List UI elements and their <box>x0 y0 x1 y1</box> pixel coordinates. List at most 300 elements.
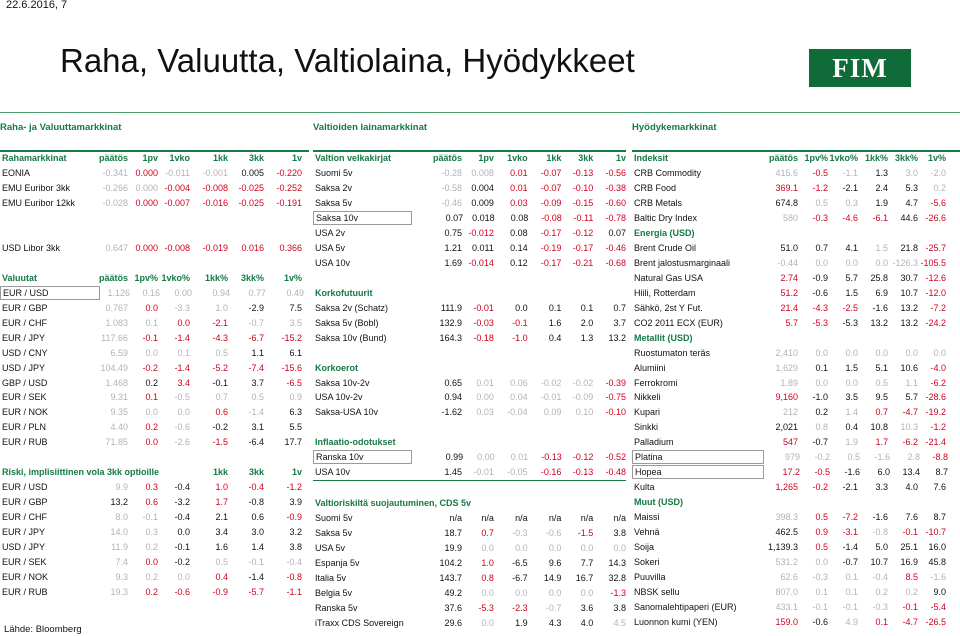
row-label: Saksa 5v <box>315 198 353 209</box>
value-cell: 1v <box>291 467 302 478</box>
value-cell: 13.2 <box>870 317 888 328</box>
value-cell: 0.77 <box>248 287 266 298</box>
value-cell: -24.2 <box>925 317 946 328</box>
value-cell: 0.5 <box>251 392 264 403</box>
table-row <box>632 375 960 390</box>
table-row <box>313 256 626 271</box>
value-cell: 51.2 <box>780 287 798 298</box>
value-cell: -0.016 <box>202 198 228 209</box>
row-label: Espanja 5v <box>315 557 360 568</box>
value-cell: -8.8 <box>932 452 948 463</box>
value-cell: 0.0 <box>177 571 190 582</box>
value-cell: -0.8 <box>872 526 888 537</box>
value-cell: 0.01 <box>476 377 494 388</box>
value-cell: -0.028 <box>102 198 128 209</box>
row-label: Saksa 2v (Schatz) <box>315 302 389 313</box>
value-cell: -0.68 <box>605 258 627 269</box>
row-label: Valtion velkakirjat <box>315 153 392 164</box>
value-cell: -0.8 <box>248 497 264 508</box>
row-label: Rahamarkkinat <box>2 153 67 164</box>
value-cell: -126.3 <box>892 258 918 269</box>
value-cell: 3.5 <box>289 317 302 328</box>
value-cell: -0.01 <box>540 392 562 403</box>
row-label: USD / CNY <box>2 347 48 358</box>
value-cell: 16.9 <box>900 556 918 567</box>
value-cell: 3kk <box>578 153 594 164</box>
value-cell: 0.4 <box>845 422 858 433</box>
spacer-row <box>0 226 309 241</box>
row-label: CRB Commodity <box>634 168 702 179</box>
value-cell: 6.0 <box>877 467 890 478</box>
value-cell: 0.00 <box>174 287 192 298</box>
value-cell: -0.2 <box>814 452 830 463</box>
row-label: EUR / SEK <box>2 392 47 403</box>
row-label: Brent jalostusmarginaali <box>634 258 731 269</box>
row-label: USA 10v-2v <box>315 392 363 403</box>
value-cell: 580 <box>782 213 798 224</box>
value-cell: 1,265 <box>775 482 798 493</box>
value-cell: 0.0 <box>875 347 888 358</box>
value-cell: 17.7 <box>284 437 302 448</box>
value-cell: 104.49 <box>100 362 128 373</box>
table-row <box>632 285 960 300</box>
value-cell: 14.3 <box>608 557 627 568</box>
value-cell: 9.6 <box>548 557 562 568</box>
value-cell: 2.1 <box>215 511 228 522</box>
value-cell: -0.21 <box>572 258 594 269</box>
row-label: Saksa 2v <box>315 183 353 194</box>
page-title: Raha, Valuutta, Valtiolaina, Hyödykkeet <box>60 42 635 79</box>
value-cell: 1.9 <box>875 198 888 209</box>
table-row <box>0 524 309 539</box>
value-cell: -0.6 <box>174 586 190 597</box>
table-row <box>0 360 309 375</box>
value-cell: -0.03 <box>473 317 494 328</box>
value-cell: 5.0 <box>875 541 888 552</box>
row-label: EUR / RUB <box>2 586 48 597</box>
value-cell: 0.1 <box>875 616 888 627</box>
table-row <box>313 585 626 600</box>
value-cell: 1vko <box>169 153 190 164</box>
value-cell: 0.14 <box>510 243 528 254</box>
value-cell: -0.1 <box>174 541 190 552</box>
row-label: GBP / USD <box>2 377 48 388</box>
spacer-row <box>313 481 626 496</box>
value-cell: 0.75 <box>444 228 463 239</box>
row-label: EUR / PLN <box>2 422 47 433</box>
value-cell: 1kk <box>546 153 562 164</box>
table-row <box>313 540 626 555</box>
value-cell: -1.5 <box>212 437 228 448</box>
value-cell: -0.10 <box>572 183 594 194</box>
value-cell: -7.2 <box>930 302 946 313</box>
table-row <box>313 226 626 241</box>
value-cell: 0.2 <box>905 586 918 597</box>
row-label: Saksa 5v (Bobl) <box>315 317 379 328</box>
value-cell: 3.5 <box>845 392 858 403</box>
value-cell: -0.6 <box>174 422 190 433</box>
value-cell: -6.5 <box>286 377 302 388</box>
row-label: Sanomalehtipaperi (EUR) <box>634 601 737 612</box>
value-cell: -2.1 <box>842 482 858 493</box>
value-cell: -0.07 <box>540 168 562 179</box>
value-cell: -2.6 <box>174 437 190 448</box>
row-label: Sokeri <box>634 556 660 567</box>
value-cell: 0.0 <box>515 302 528 313</box>
spacer-row <box>313 345 626 360</box>
value-cell: -0.7 <box>248 317 264 328</box>
value-cell: -0.3 <box>812 213 828 224</box>
value-cell: 16.0 <box>928 541 946 552</box>
row-label: Riski, implisiittinen vola 3kk optioille <box>2 467 160 478</box>
value-cell: -1.0 <box>512 332 528 343</box>
value-cell: -5.4 <box>930 601 946 612</box>
value-cell: 0.8 <box>481 572 494 583</box>
value-cell: -0.1 <box>142 511 158 522</box>
value-cell: -0.341 <box>102 168 128 179</box>
value-cell: -7.4 <box>248 362 264 373</box>
value-cell: 0.1 <box>145 317 158 328</box>
value-cell: n/a <box>449 512 463 523</box>
row-label: Valtioriskiltä suojautuminen, CDS 5v <box>315 498 472 509</box>
row-label: Energia (USD) <box>634 228 695 239</box>
value-cell: 3.9 <box>289 497 302 508</box>
value-cell: -0.7 <box>842 556 858 567</box>
value-cell: 0.8 <box>815 422 828 433</box>
table-row <box>0 390 309 405</box>
value-cell: 1.7 <box>875 437 888 448</box>
value-cell: 0.0 <box>145 407 158 418</box>
row-label: Saksa-USA 10v <box>315 407 379 418</box>
value-cell: 1v <box>291 153 302 164</box>
table-row <box>313 166 626 181</box>
value-cell: 9.31 <box>110 392 128 403</box>
value-cell: 1.468 <box>105 377 128 388</box>
value-cell: -10.7 <box>925 526 946 537</box>
value-cell: 1.083 <box>105 317 128 328</box>
value-cell: -0.2 <box>212 422 228 433</box>
spacer-row <box>313 271 626 286</box>
value-cell: 14.0 <box>110 526 128 537</box>
value-cell: 0.0 <box>515 587 528 598</box>
value-cell: -2.3 <box>512 602 528 613</box>
value-cell: -0.05 <box>507 467 528 478</box>
value-cell: 0.07 <box>445 213 464 224</box>
row-label: EMU Euribor 12kk <box>2 198 76 209</box>
value-cell: -0.011 <box>165 168 190 179</box>
value-cell: -1.6 <box>930 571 946 582</box>
value-cell: -0.9 <box>212 586 228 597</box>
value-cell: 3.6 <box>580 602 594 613</box>
row-label: USA 5v <box>315 243 346 254</box>
row-label: Belgia 5v <box>315 587 353 598</box>
table-row <box>632 211 960 226</box>
value-cell: 6.3 <box>289 407 302 418</box>
value-cell: 7.5 <box>289 302 302 313</box>
value-cell: 0.5 <box>815 198 828 209</box>
table-row <box>0 554 309 569</box>
table-header-row <box>0 465 309 480</box>
value-cell: -0.019 <box>202 243 228 254</box>
value-cell: 3.8 <box>613 527 627 538</box>
value-cell: 3kk% <box>240 272 264 283</box>
value-cell: -0.5 <box>812 168 828 179</box>
value-cell: 1.3 <box>580 332 594 343</box>
value-cell: 8.5 <box>905 571 918 582</box>
value-cell: 1.6 <box>215 541 228 552</box>
row-label: Suomi 5v <box>315 168 353 179</box>
table-row <box>632 300 960 315</box>
value-cell: -0.4 <box>286 556 302 567</box>
value-cell: 1v% <box>283 272 302 283</box>
value-cell: 0.4 <box>548 332 562 343</box>
value-cell: -3.1 <box>842 526 858 537</box>
value-cell: -1.4 <box>174 332 190 343</box>
row-label: Saksa 10v-2v <box>315 377 370 388</box>
value-cell: 2.8 <box>907 452 920 463</box>
value-cell: -6.1 <box>872 213 888 224</box>
value-cell: 44.6 <box>900 213 918 224</box>
value-cell: 1pv% <box>804 153 828 164</box>
table-row <box>0 405 309 420</box>
value-cell: -1.2 <box>930 422 946 433</box>
column-title: Raha- ja Valuuttamarkkinat <box>0 122 122 133</box>
value-cell: 212 <box>782 407 798 418</box>
value-cell: 0.0 <box>177 407 190 418</box>
value-cell: -0.3 <box>812 571 828 582</box>
value-cell: 369.1 <box>775 183 798 194</box>
value-cell: 0.009 <box>471 198 494 209</box>
value-cell: 4.0 <box>580 617 594 628</box>
value-cell: 1.0 <box>215 482 228 493</box>
value-cell: 0.7 <box>215 392 228 403</box>
value-cell: -0.09 <box>572 392 594 403</box>
row-label: Maissi <box>634 511 660 522</box>
value-cell: -0.266 <box>102 183 128 194</box>
value-cell: 0.0 <box>815 347 828 358</box>
table-row <box>0 480 309 495</box>
table-row <box>632 599 960 614</box>
value-cell: 7.7 <box>580 557 594 568</box>
section-header-row <box>632 226 960 241</box>
table-row <box>632 241 960 256</box>
value-cell: 0.000 <box>135 198 158 209</box>
value-cell: -0.2 <box>812 482 828 493</box>
value-cell: n/a <box>481 512 494 523</box>
spacer-row <box>0 256 309 271</box>
table-row <box>0 285 309 300</box>
value-cell: 3.4 <box>215 526 228 537</box>
section-header-row <box>313 285 626 300</box>
value-cell: -0.58 <box>441 183 463 194</box>
value-cell: -0.012 <box>468 228 494 239</box>
value-cell: 10.8 <box>870 422 888 433</box>
value-cell: 0.03 <box>510 198 528 209</box>
value-cell: -4.3 <box>812 302 828 313</box>
value-cell: -1.2 <box>286 482 302 493</box>
value-cell: 8.0 <box>115 511 128 522</box>
row-label: Kulta <box>634 482 655 493</box>
row-label: CRB Food <box>634 183 677 194</box>
value-cell: -0.008 <box>164 243 190 254</box>
row-label: Ferrokromi <box>634 377 678 388</box>
value-cell: 807.0 <box>775 586 798 597</box>
value-cell: -0.9 <box>812 272 828 283</box>
value-cell: 0.94 <box>444 392 463 403</box>
value-cell: -105.5 <box>920 258 946 269</box>
value-cell: -6.5 <box>512 557 528 568</box>
table-row <box>632 271 960 286</box>
value-cell: -5.2 <box>212 362 228 373</box>
table-row <box>313 196 626 211</box>
value-cell: -0.191 <box>276 198 302 209</box>
value-cell: 0.0 <box>177 526 190 537</box>
value-cell: 1vko% <box>161 272 190 283</box>
table-row <box>632 345 960 360</box>
value-cell: 0.7 <box>481 527 494 538</box>
value-cell: -0.02 <box>572 377 594 388</box>
value-cell: 1kk% <box>864 153 888 164</box>
value-cell: 0.0 <box>905 347 918 358</box>
row-label: Korkoerot <box>315 362 359 373</box>
value-cell: 0.16 <box>142 287 160 298</box>
table-row <box>632 315 960 330</box>
value-cell: -1.3 <box>610 587 627 598</box>
value-cell: 4.5 <box>613 617 627 628</box>
value-cell: 0.647 <box>105 243 128 254</box>
value-cell: -1.6 <box>844 467 860 478</box>
value-cell: 2,021 <box>775 422 798 433</box>
value-cell: 3.8 <box>613 602 627 613</box>
value-cell: -0.10 <box>605 407 627 418</box>
value-cell: -21.4 <box>925 437 946 448</box>
value-cell: 3.3 <box>875 482 888 493</box>
value-cell: 10.6 <box>900 362 918 373</box>
value-cell: 8.7 <box>935 467 948 478</box>
value-cell: 21.8 <box>900 243 918 254</box>
value-cell: -0.15 <box>572 198 594 209</box>
row-label: Korkofutuurit <box>315 287 373 298</box>
row-label: Suomi 5v <box>315 512 353 523</box>
value-cell: 0.0 <box>481 542 494 553</box>
value-cell: 1.1 <box>251 347 264 358</box>
value-cell: 4.3 <box>548 617 562 628</box>
row-label: Soija <box>634 541 655 552</box>
value-cell: 0.0 <box>580 587 594 598</box>
value-cell: 71.85 <box>105 437 128 448</box>
value-cell: -0.9 <box>286 511 302 522</box>
table-row <box>313 511 626 526</box>
value-cell: -0.01 <box>473 467 494 478</box>
value-cell: -0.4 <box>248 482 264 493</box>
value-cell: 1.126 <box>107 287 130 298</box>
value-cell: -0.09 <box>540 198 562 209</box>
value-cell: 0.7 <box>613 302 627 313</box>
value-cell: 0.0 <box>145 437 158 448</box>
value-cell: -0.46 <box>441 198 463 209</box>
spacer-row <box>313 420 626 435</box>
value-cell: 0.2 <box>145 571 158 582</box>
value-cell: 1.5 <box>845 287 858 298</box>
value-cell: 3.0 <box>905 168 918 179</box>
value-cell: 1.45 <box>444 467 463 478</box>
value-cell: 1pv <box>478 153 494 164</box>
value-cell: 0.12 <box>510 258 528 269</box>
value-cell: 51.0 <box>780 243 798 254</box>
value-cell: 0.1 <box>845 571 858 582</box>
value-cell: 0.0 <box>845 377 858 388</box>
money-fx-table <box>0 151 309 599</box>
value-cell: -0.252 <box>276 183 302 194</box>
value-cell: 0.0 <box>875 258 888 269</box>
row-label: EUR / NOK <box>2 407 49 418</box>
value-cell: -0.78 <box>605 213 626 224</box>
value-cell: 1.3 <box>875 168 888 179</box>
value-cell: 0.99 <box>445 452 464 463</box>
value-cell: 4.7 <box>905 198 918 209</box>
value-cell: 2,410 <box>775 347 798 358</box>
table-row <box>632 420 960 435</box>
value-cell: 21.4 <box>780 302 798 313</box>
value-cell: -0.17 <box>540 228 562 239</box>
row-label: Ruostumaton teräs <box>634 347 711 358</box>
value-cell: -19.2 <box>925 407 946 418</box>
value-cell: 0.005 <box>241 168 264 179</box>
row-label: Nikkeli <box>634 392 661 403</box>
value-cell: 1pv% <box>134 272 158 283</box>
value-cell: 1.0 <box>481 557 494 568</box>
table-row <box>0 196 309 211</box>
value-cell: 5.7 <box>845 272 858 283</box>
row-label: EUR / GBP <box>2 497 48 508</box>
table-row <box>632 510 960 525</box>
report-date: 22.6.2016, 7 <box>6 0 68 11</box>
row-label: EUR / RUB <box>2 437 48 448</box>
table-row <box>632 181 960 196</box>
value-cell: 10.7 <box>900 287 918 298</box>
value-cell: -5.6 <box>930 198 946 209</box>
row-label: Saksa 10v (Bund) <box>315 332 387 343</box>
value-cell: -0.19 <box>540 243 562 254</box>
table-row <box>0 539 309 554</box>
row-label: Inflaatio-odotukset <box>315 437 396 448</box>
value-cell: 0.0 <box>145 556 158 567</box>
value-cell: -0.1 <box>212 377 228 388</box>
value-cell: 0.7 <box>875 407 888 418</box>
value-cell: 0.0 <box>815 556 828 567</box>
table-row <box>313 181 626 196</box>
value-cell: 0.016 <box>241 243 264 254</box>
table-row <box>632 465 960 480</box>
value-cell: -1.4 <box>842 541 858 552</box>
value-cell: -28.6 <box>925 392 946 403</box>
value-cell: -2.1 <box>842 183 858 194</box>
value-cell: -0.48 <box>605 467 627 478</box>
row-label: EUR / USD <box>0 286 100 300</box>
table-row <box>313 241 626 256</box>
value-cell: 30.7 <box>900 272 918 283</box>
value-cell: -3.3 <box>174 302 190 313</box>
value-cell: 0.10 <box>575 407 594 418</box>
value-cell: 3kk% <box>894 153 918 164</box>
value-cell: -0.75 <box>605 392 627 403</box>
row-label: EMU Euribor 3kk <box>2 183 71 194</box>
table-row <box>0 435 309 450</box>
value-cell: -0.13 <box>572 467 594 478</box>
table-row <box>313 555 626 570</box>
value-cell: -0.1 <box>902 601 918 612</box>
table-row <box>0 584 309 599</box>
